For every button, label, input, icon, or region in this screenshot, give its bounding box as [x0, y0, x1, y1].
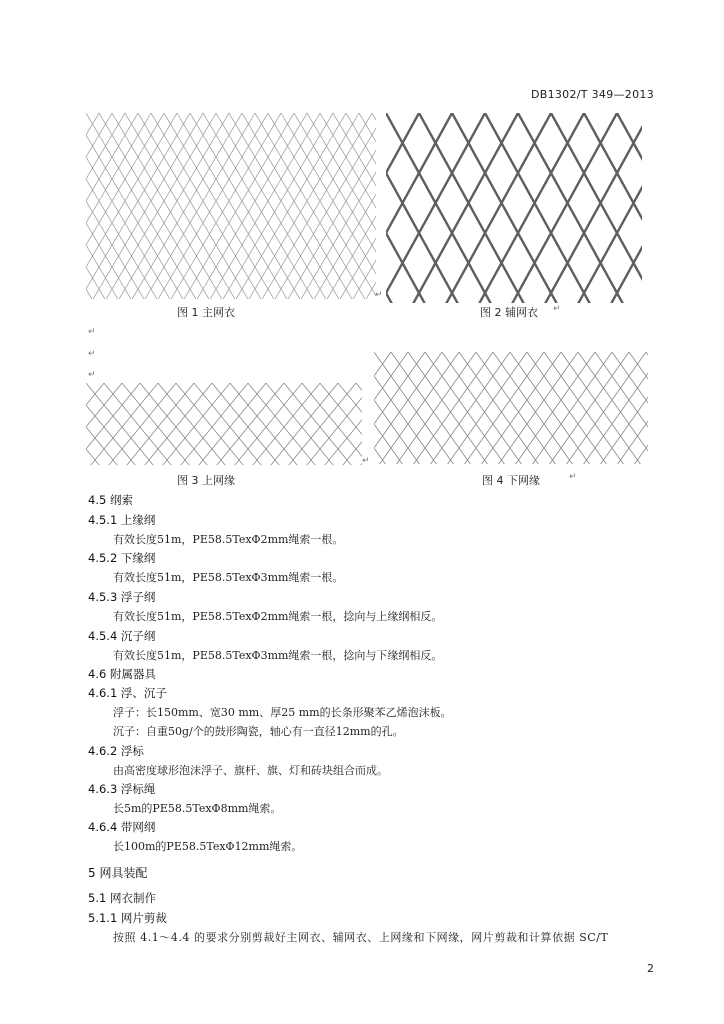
- paragraph-mark: ↵: [553, 304, 561, 314]
- section-heading: 4.5.1 上缘纲: [88, 513, 156, 527]
- section-heading: 4.6.4 带网纲: [88, 820, 156, 834]
- paragraph-mark: ↵: [88, 349, 96, 359]
- section-text: 长100m的PE58.5TexΦ12mm绳索。: [113, 840, 303, 853]
- section-heading: 4.5.3 浮子纲: [88, 590, 156, 604]
- section-heading: 4.5 纲索: [88, 493, 133, 507]
- chapter-heading: 5 网具装配: [88, 866, 148, 880]
- paragraph-mark: ↵: [88, 370, 96, 380]
- section-heading: 4.6.1 浮、沉子: [88, 686, 167, 700]
- section-heading: 4.6.3 浮标绳: [88, 782, 156, 796]
- figure-3-caption: 图 3 上网缘: [177, 474, 235, 487]
- paragraph-mark: ↵: [362, 456, 370, 466]
- paragraph-mark: ↵: [375, 290, 383, 300]
- figure-lower-edge-net: [374, 352, 648, 464]
- section-text: 有效长度51m，PE58.5TexΦ3mm绳索一根，捻向与下缘纲相反。: [113, 649, 443, 662]
- section-text: 长5m的PE58.5TexΦ8mm绳索。: [113, 802, 282, 815]
- section-text: 由高密度球形泡沫浮子、旗杆、旗、灯和砖块组合而成。: [113, 764, 388, 777]
- figure-upper-edge-net: [86, 383, 362, 465]
- section-text: 有效长度51m，PE58.5TexΦ2mm绳索一根。: [113, 533, 344, 546]
- section-heading: 4.6 附属器具: [88, 667, 156, 681]
- figure-4-caption: 图 4 下网缘: [482, 474, 540, 487]
- figure-auxiliary-net: [386, 113, 642, 303]
- paragraph-mark: ↵: [569, 472, 577, 482]
- section-heading: 4.5.4 沉子纲: [88, 629, 156, 643]
- section-heading: 4.6.2 浮标: [88, 744, 144, 758]
- section-heading: 4.5.2 下缘纲: [88, 551, 156, 565]
- page-number: 2: [647, 962, 654, 975]
- section-text: 有效长度51m，PE58.5TexΦ2mm绳索一根，捻向与上缘纲相反。: [113, 610, 443, 623]
- document-code: DB1302/T 349—2013: [530, 88, 654, 101]
- section-text: 按照 4.1～4.4 的要求分别剪裁好主网衣、辅网衣、上网缘和下网缘，网片剪裁和计算依据 SC/T: [113, 931, 609, 944]
- figure-2-caption: 图 2 辅网衣: [480, 306, 538, 319]
- section-text: 浮子：长150mm、宽30 mm、厚25 mm的长条形聚苯乙烯泡沫板。: [113, 706, 452, 719]
- figure-1-caption: 图 1 主网衣: [177, 306, 235, 319]
- section-heading: 5.1 网衣制作: [88, 891, 156, 905]
- section-text: 沉子：自重50g/个的鼓形陶瓷，轴心有一直径12mm的孔。: [113, 725, 404, 738]
- section-text: 有效长度51m，PE58.5TexΦ3mm绳索一根。: [113, 571, 344, 584]
- section-heading: 5.1.1 网片剪裁: [88, 911, 167, 925]
- paragraph-mark: ↵: [88, 327, 96, 337]
- figure-main-net: [86, 113, 376, 299]
